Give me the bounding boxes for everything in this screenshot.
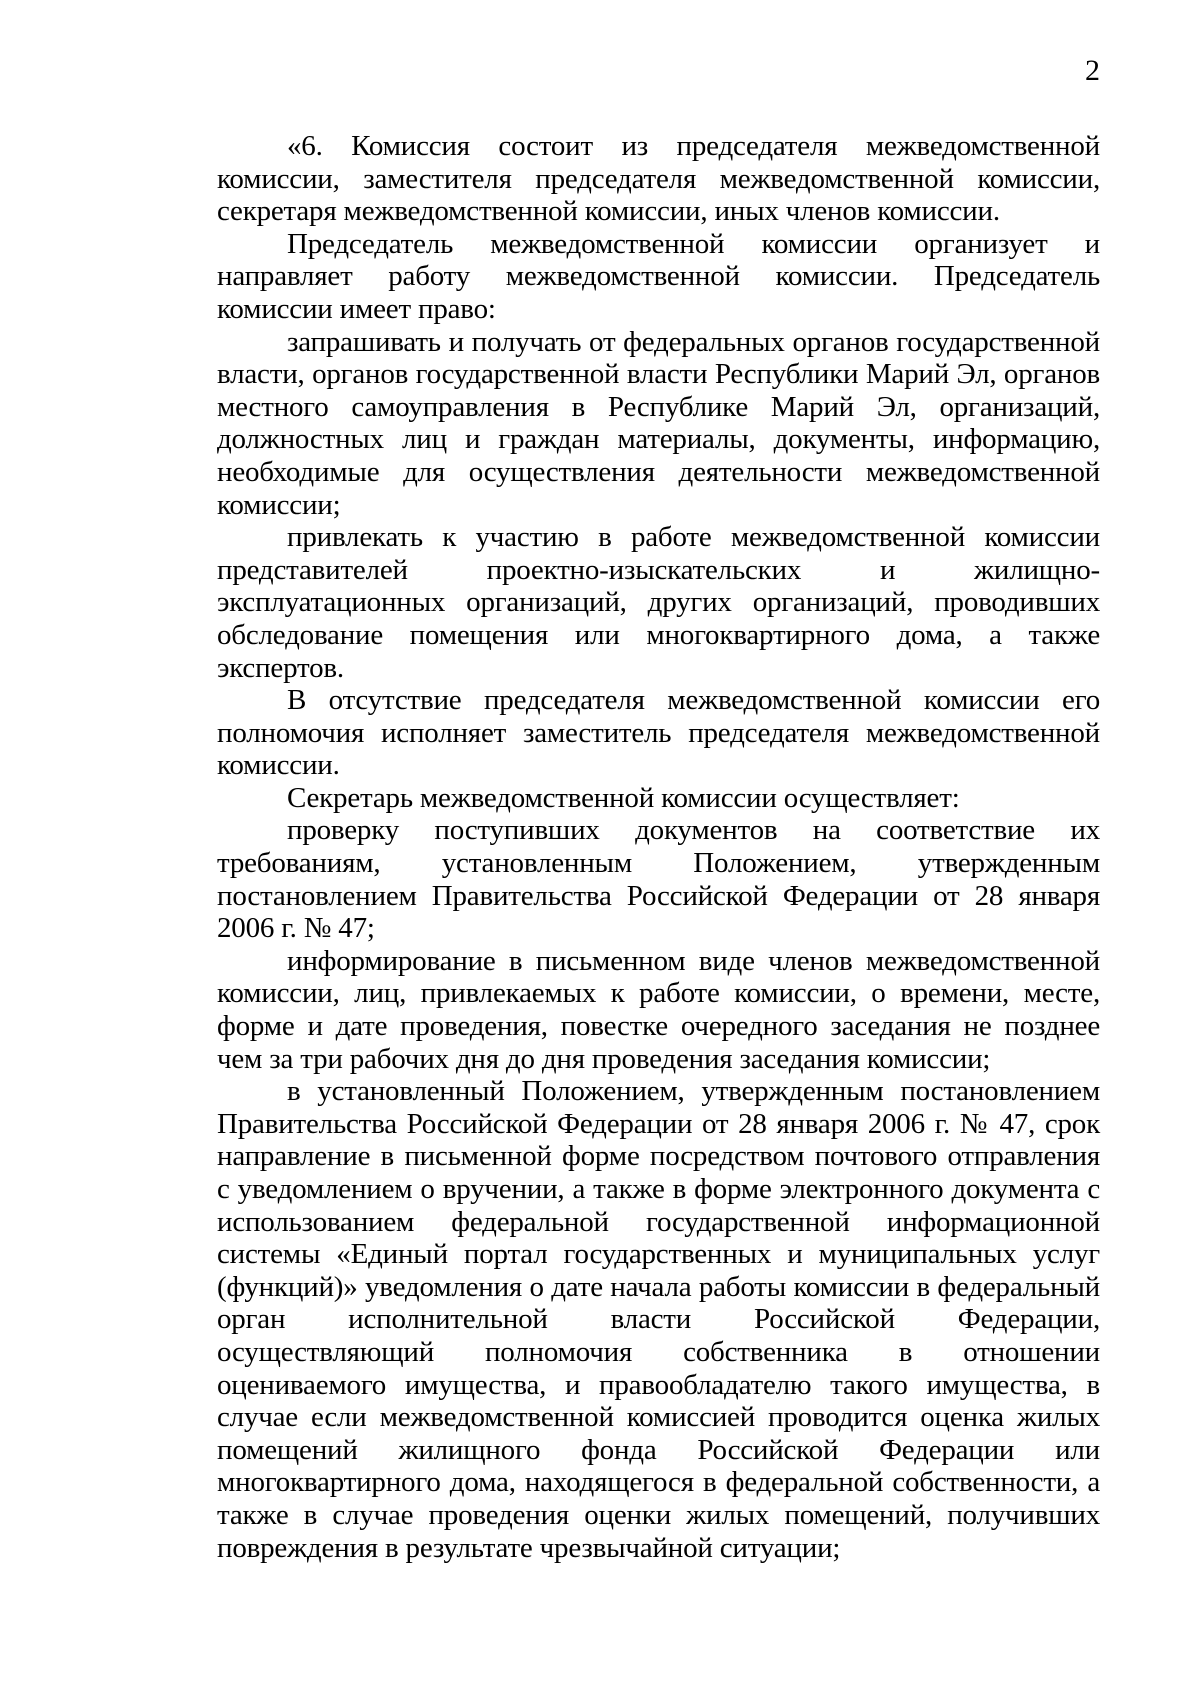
paragraph-document-check: проверку поступивших документов на соответствие их требованиям, установленным Положением, утвержденным постановлением Правительства Российской Федерации от 28 января 2006 г. № 47; bbox=[217, 814, 1100, 945]
document-body bbox=[217, 130, 1100, 1564]
paragraph-deputy-chairman: В отсутствие председателя межведомственной комиссии его полномочия исполняет заместитель председателя межведомственной комиссии. bbox=[217, 684, 1100, 782]
page-number: 2 bbox=[1085, 54, 1100, 87]
paragraph-chairman-duties: Председатель межведомственной комиссии организует и направляет работу межведомственной комиссии. Председатель комиссии имеет право: bbox=[217, 227, 1100, 325]
paragraph-member-notification: информирование в письменном виде членов межведомственной комиссии, лиц, привлекаемых к работе комиссии, о времени, месте, форме и дате проведения, повестке очередного заседания не позднее чем за три рабочих дня до дня проведения заседания комиссии; bbox=[217, 944, 1100, 1075]
paragraph-commission-composition: «6. Комиссия состоит из председателя межведомственной комиссии, заместителя председателя межведомственной комиссии, секретаря межведомственной комиссии, иных членов комиссии. bbox=[217, 130, 1100, 228]
paragraph-request-materials: запрашивать и получать от федеральных органов государственной власти, органов государственной власти Республики Марий Эл, органов местного самоуправления в Республике Марий Эл, организаций, должностных лиц и граждан материалы, документы, информацию, необходимые для осуществления деятельности межведомственной комиссии; bbox=[217, 325, 1100, 521]
paragraph-involve-representatives: привлекать к участию в работе межведомственной комиссии представителей проектно-изыскательских и жилищно-эксплуатационных организаций, других организаций, проводивших обследование помещения или многоквартирного дома, а также экспертов. bbox=[217, 521, 1100, 684]
paragraph-federal-notification: в установленный Положением, утвержденным постановлением Правительства Российской Федерации от 28 января 2006 г. № 47, срок направление в письменной форме посредством почтового отправления с уведомлением о вручении, а также в форме электронного документа с использованием федеральной государственной информационной системы «Единый портал государственных и муниципальных услуг (функций)» уведомления о дате начала работы комиссии в федеральный орган исполнительной власти Российской Федерации, осуществляющий полномочия собственника в отношении оцениваемого имущества, и правообладателю такого имущества, в случае если межведомственной комиссией проводится оценка жилых помещений жилищного фонда Российской Федерации или многоквартирного дома, находящегося в федеральной собственности, а также в случае проведения оценки жилых помещений, получивших повреждения в результате чрезвычайной ситуации; bbox=[217, 1075, 1100, 1564]
paragraph-secretary-duties: Секретарь межведомственной комиссии осуществляет: bbox=[287, 781, 960, 814]
